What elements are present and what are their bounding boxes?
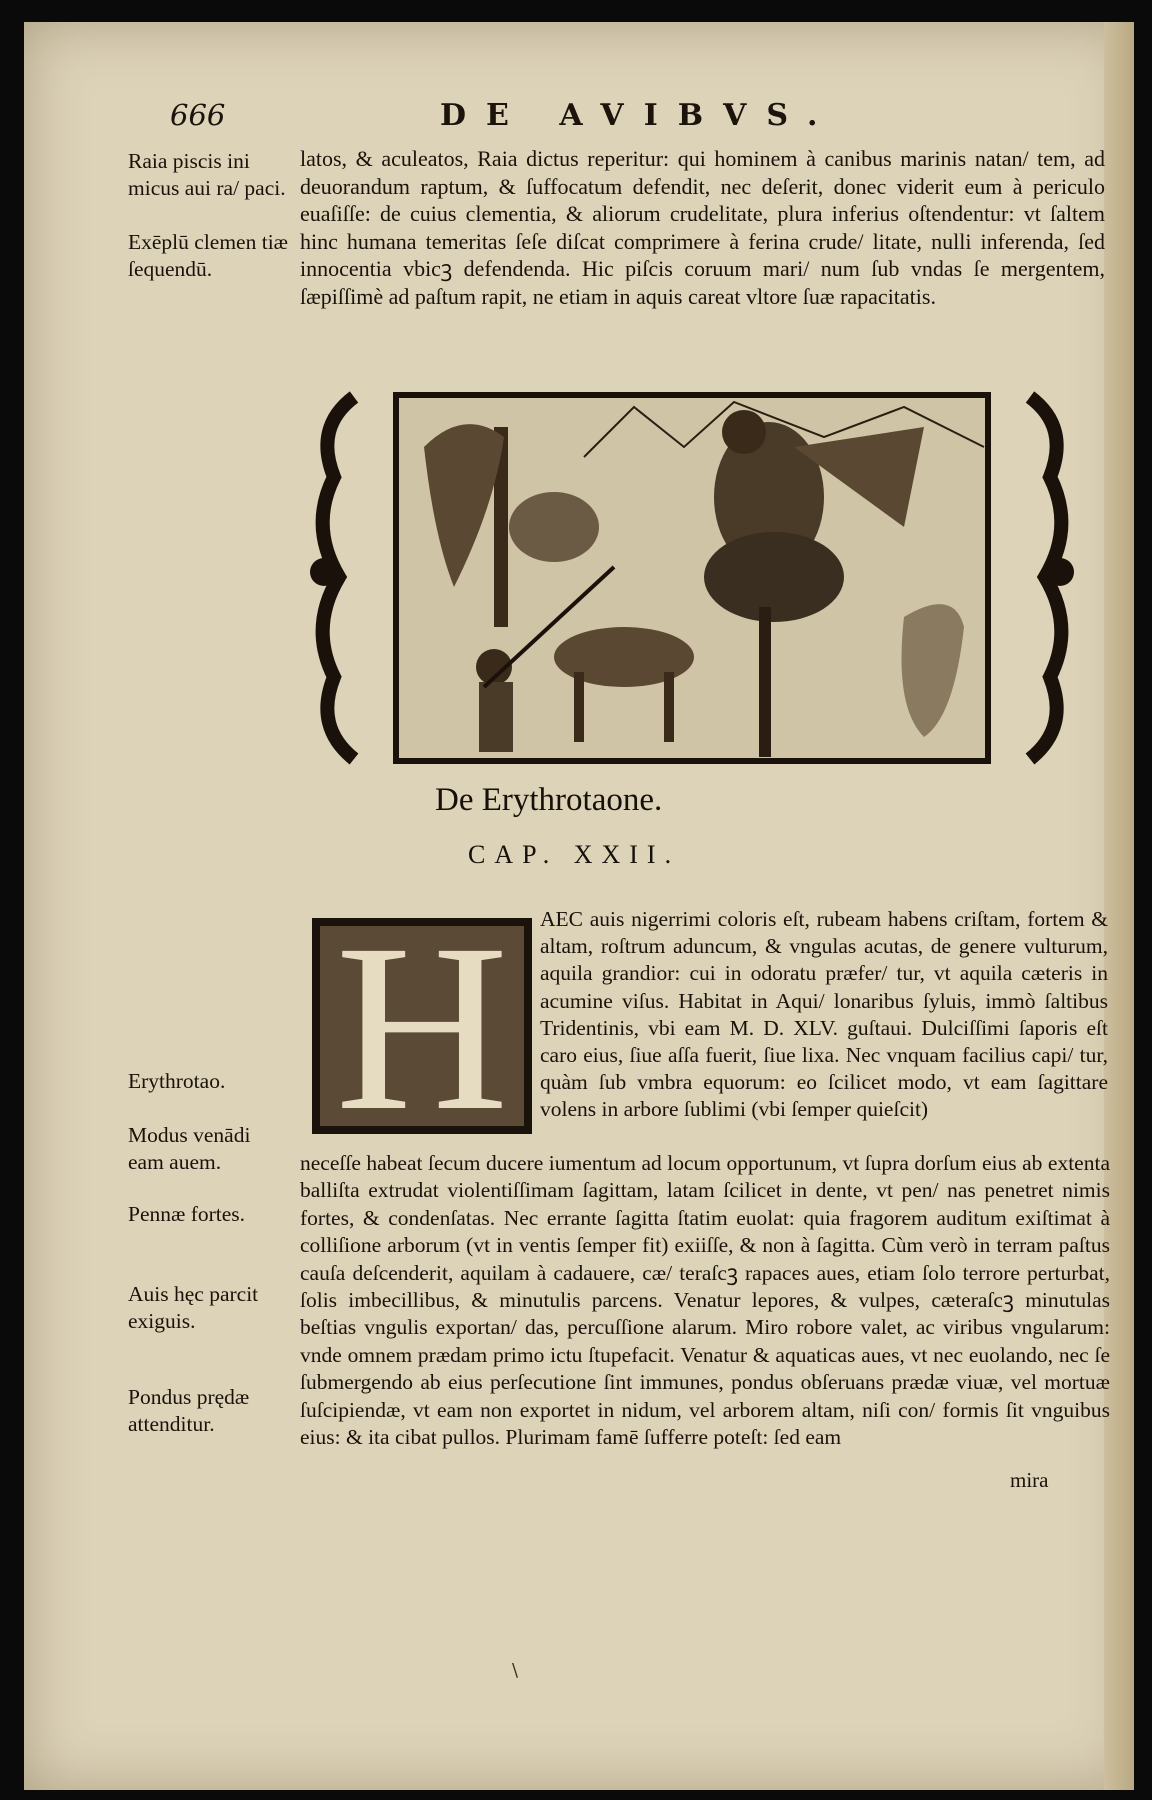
page-mark: \ <box>512 1660 519 1681</box>
woodcut-svg <box>304 387 1080 769</box>
margin-note-erythrotao: Erythrotao. <box>128 1069 226 1093</box>
initial-letter: H <box>335 894 509 1160</box>
margin-note-raia: Raia piscis ini micus aui ra/ paci. <box>128 149 286 200</box>
woodcut-illustration <box>304 387 1080 769</box>
paragraph-erythrotao-continued: neceſſe habeat ſecum ducere iumentum ad locum opportunum, vt ſupra dorſum eius ab extenta balliſta extrudat violentiſſimam ſagittam, latam ſcilicet in dente, vt pen/ nas penetret nimis fortes, & condenſatas. Nec errante ſagitta ſtatim euolat: quia fragorem auditum exiſtimat à colliſione arborum (vt in ventis ſemper fit) exiiſſe, & non à ſagitta. Cùm verò in terram paſtus cauſa deſcenderit, aquilam à cadauere, cæ/ teraſcꝫ rapaces aues, etiam ſolo terrore perturbat, ſolis imbecillibus, & minutulis parcens. Venatur lepores, & vulpes, cæteraſcꝫ minutulas beſtias vngulis exportan/ das, percuſſione alarum. Miro robore valet, ac viribus vngularum: vnde omnem prædam primo ictu ſtupefacit. Venatur & aquaticas aues, vt nec euolando, nec ſe ſubmergendo ab eius perſecutione ſint immunes, pondus obſeruans prædæ viuæ, vel mortuæ ſuſcipiendæ, vt eam non exportet in nidum, vel arborem altam, niſi con/ formis ſit vnguibus eius: & ita cibat pullos. Plurimam famē ſufferre poteſt: ſed eam <box>300 1151 1110 1450</box>
margin-note-pondus: Pondus prędæ attenditur. <box>128 1385 250 1436</box>
chapter-number: CAP. XXII. <box>468 840 681 869</box>
catchword: mira <box>1010 1468 1049 1492</box>
margin-note-pennae: Pennæ fortes. <box>128 1202 246 1226</box>
paragraph-erythrotao-start: AEC auis nigerrimi coloris eſt, rubeam habens criſtam, fortem & altam, roſtrum aduncum, & vngulas acutas, de genere vulturum, aquila grandior: cui in odoratu præfer/ tur, vt aquila cæteris in acumine viſus. Habitat in Aqui/ lonaribus ſyluis, immò ſaltibus Tridentinis, vbi eam M. D. XLV. guſtaui. Dulciſſimi ſaporis eſt caro eius, ſiue aſſa fuerit, ſiue lixa. Nec vnquam facilius capi/ tur, quàm ſub vmbra equorum: eo ſcilicet modo, vt eam ſagittare volens in arbore ſublimi (vbi ſemper quieſcit) <box>540 907 1108 1122</box>
margin-note-clementia: Exēplū clemen tiæ ſequendū. <box>128 230 289 281</box>
margin-note-modus: Modus venādi eam auem. <box>128 1123 251 1174</box>
initial-background <box>320 894 524 1160</box>
folio-number: 666 <box>170 98 226 132</box>
page-edge <box>1104 22 1134 1790</box>
margin-note-parcit: Auis hęc parcit exiguis. <box>128 1282 259 1333</box>
paragraph-raia: latos, & aculeatos, Raia dictus reperitur: qui hominem à canibus marinis natan/ tem, ad deuorandum raptum, & ſuffocatum defendit, nec deſerit, donec viderit eum à periculo euaſiſſe: de cuius clementia, & aliorum crudelitate, plura inferius oſtendentur: vt ſaltem hinc humana temeritas ſeſe diſcat comprimere à ferina crude/ litate, nulli inferenda, ſed innocentia vbicꝫ defendenda. Hic piſcis coruum mari/ num ſub vndas ſe mergentem, ſæpiſſimè ad paſtum rapit, ne etiam in aquis careat vltore ſuæ rapacitatis. <box>300 146 1105 309</box>
running-head: DE AVIBVS. <box>440 98 838 133</box>
decorated-initial <box>312 894 532 1160</box>
page-header <box>170 98 1070 138</box>
chapter-title: De Erythrotaone. <box>435 782 663 818</box>
